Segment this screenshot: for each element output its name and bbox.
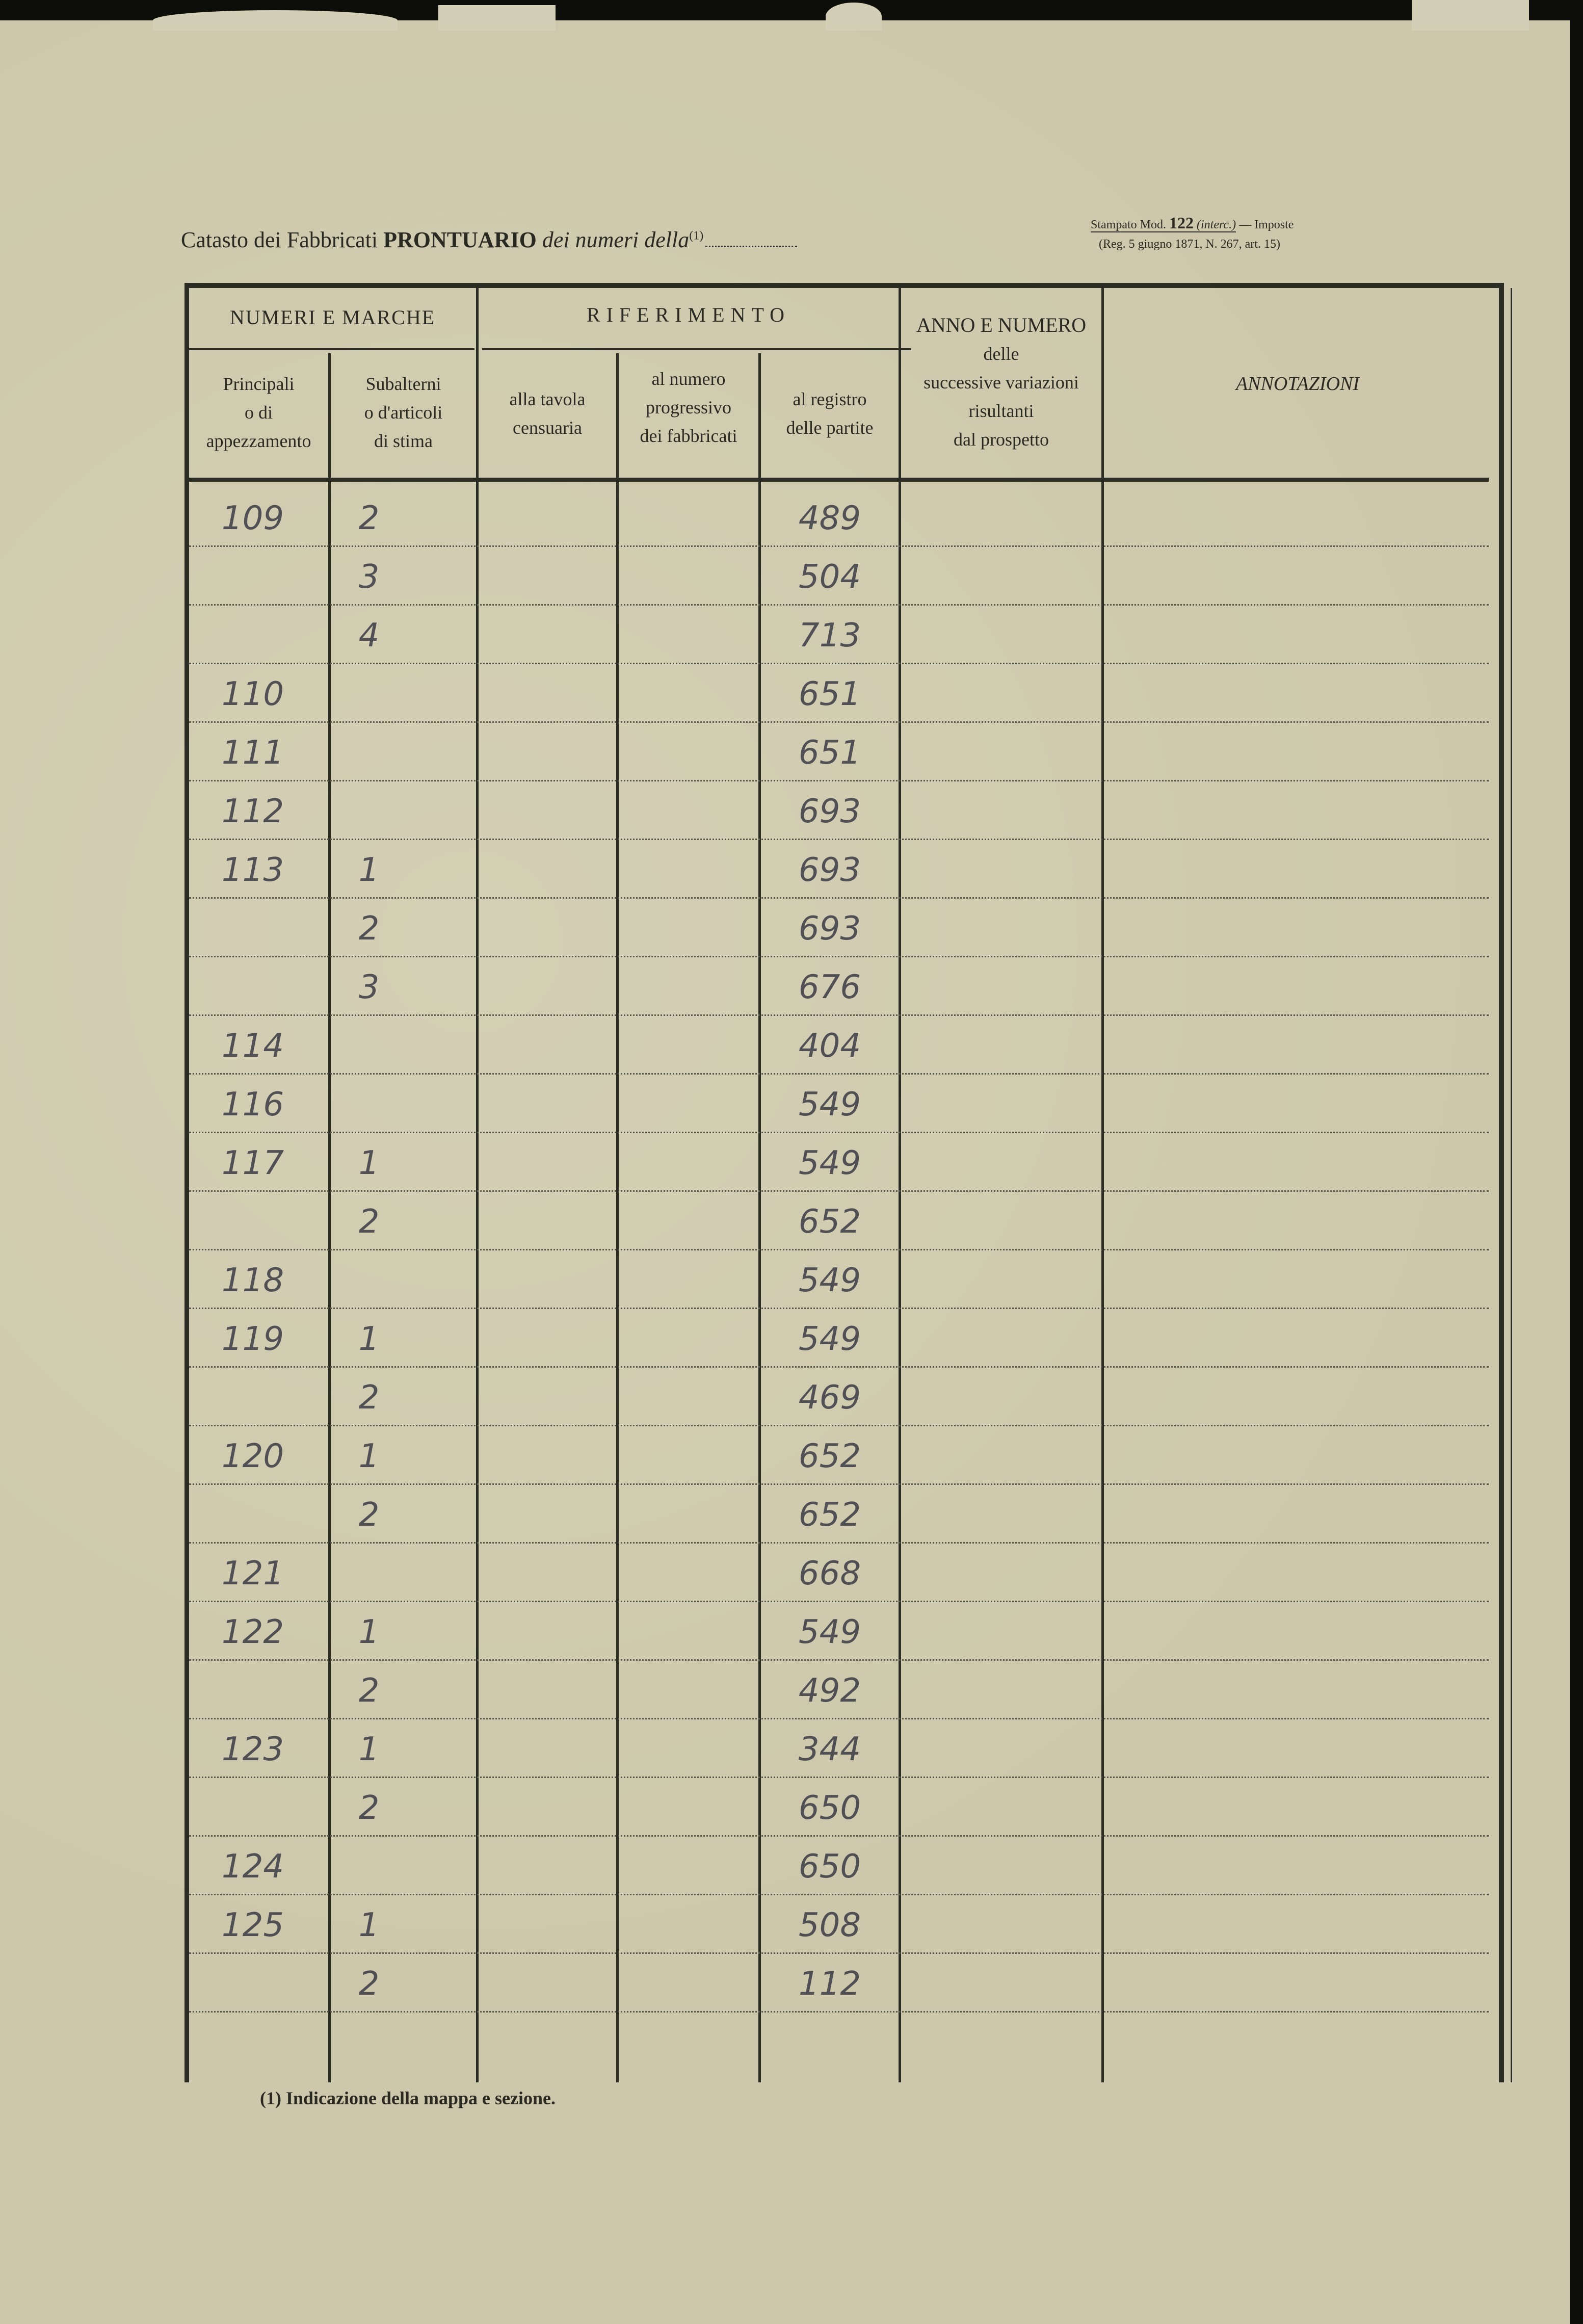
header-annotazioni: ANNOTAZIONI [1235,373,1360,395]
cell-subalterno: 2 [358,1496,380,1534]
header-line: dal prospetto [954,429,1049,450]
row-rule [189,1366,1489,1368]
cell-partita: 650 [798,1848,861,1886]
cell-principale: 118 [221,1262,284,1299]
header-subalterni [331,370,476,455]
cell-partita: 489 [798,500,861,537]
column-divider [616,353,619,2082]
cell-principale: 112 [221,793,284,830]
header-line: risultanti [968,401,1034,421]
header-anno-e-numero [901,311,1101,454]
row-rule [189,780,1489,781]
row-rule [189,663,1489,664]
cell-principale: 124 [221,1848,284,1886]
cell-subalterno: 2 [358,1203,380,1241]
cell-partita: 492 [798,1672,861,1710]
interc-label: (interc.) [1197,218,1236,231]
cell-partita: 652 [798,1203,861,1241]
header-line: o di [244,402,273,423]
header-numero-progressivo [619,364,758,450]
cell-partita: 676 [798,969,861,1006]
cell-subalterno: 1 [358,1438,380,1475]
cell-partita: 469 [798,1379,861,1417]
cell-partita: 112 [798,1965,861,2003]
row-rule [189,956,1489,957]
row-rule [189,1249,1489,1250]
row-rule [189,1718,1489,1719]
cell-partita: 651 [798,734,861,772]
cell-principale: 121 [221,1555,284,1592]
title-prontuario: PRONTUARIO [383,227,537,252]
row-rule [189,2011,1489,2013]
cell-subalterno: 2 [358,1379,380,1417]
column-divider [1101,288,1104,2082]
header-line: progressivo [646,397,731,417]
cell-principale: 110 [221,675,284,713]
cell-partita: 404 [798,1027,861,1065]
cell-partita: 549 [798,1320,861,1358]
header-riferimento: RIFERIMENTO [586,303,791,326]
header-rule [189,348,474,350]
cell-partita: 652 [798,1496,861,1534]
header-line: censuaria [513,417,582,438]
cell-partita: 668 [798,1555,861,1592]
cell-subalterno: 2 [358,1672,380,1710]
header-line: delle partite [786,417,874,438]
cell-partita: 650 [798,1789,861,1827]
cell-subalterno: 2 [358,1965,380,2003]
row-rule [189,1483,1489,1485]
mod-number: 122 [1169,214,1194,232]
header-bottom-rule [189,478,1489,482]
cell-subalterno: 2 [358,1789,380,1827]
header-line: al numero [651,369,726,389]
header-rule [482,348,911,350]
regulation-reference: (Reg. 5 giugno 1871, N. 267, art. 15) [1099,238,1280,251]
torn-edge [826,3,882,31]
column-divider [899,288,901,2082]
cell-principale: 123 [221,1731,284,1768]
cell-partita: 344 [798,1731,861,1768]
row-rule [189,1308,1489,1309]
cell-subalterno: 4 [358,617,380,655]
title-dei-numeri: dei numeri della [542,227,690,252]
ledger-table [184,283,1504,2082]
form-reference [1091,213,1294,254]
cell-subalterno: 1 [358,1144,380,1182]
row-rule [189,545,1489,547]
cell-principale: 113 [221,851,284,889]
cell-principale: 122 [221,1613,284,1651]
header-line: Subalterni [365,374,441,394]
cell-subalterno: 1 [358,851,380,889]
cell-principale: 111 [221,734,284,772]
cell-principale: 120 [221,1438,284,1475]
footnote-marker: (1) [689,229,704,243]
torn-edge [438,5,556,31]
footnote: (1) Indicazione della mappa e sezione. [260,2088,556,2108]
row-rule [189,721,1489,723]
row-rule [189,1952,1489,1954]
row-rule [189,1132,1489,1133]
row-rule [189,1542,1489,1544]
cell-subalterno: 1 [358,1320,380,1358]
header-line: di stima [374,431,433,451]
header-line: al registro [793,389,867,409]
cell-principale: 117 [221,1144,284,1182]
cell-partita: 693 [798,851,861,889]
row-rule [189,1425,1489,1426]
header-principali [189,370,328,455]
row-rule [189,897,1489,899]
row-rule [189,1601,1489,1602]
header-numeri-e-marche: NUMERI E MARCHE [229,306,436,329]
cell-partita: 651 [798,675,861,713]
torn-edge [1412,0,1529,31]
row-rule [189,1190,1489,1192]
cell-partita: 504 [798,558,861,596]
cell-partita: 549 [798,1613,861,1651]
form-title [181,227,797,253]
cell-principale: 109 [221,500,284,537]
cell-subalterno: 1 [358,1613,380,1651]
header-tavola-censuaria [479,385,616,442]
header-line: o d'articoli [364,402,443,423]
cell-subalterno: 2 [358,500,380,537]
imposte-label: — Imposte [1239,218,1294,231]
cell-subalterno: 2 [358,910,380,948]
cell-partita: 549 [798,1144,861,1182]
fill-in-line [705,246,797,247]
cell-subalterno: 3 [358,558,380,596]
cell-subalterno: 3 [358,969,380,1006]
cell-principale: 119 [221,1320,284,1358]
row-rule [189,1835,1489,1837]
header-registro-partite [761,385,899,442]
header-line: successive variazioni [924,372,1079,393]
cell-partita: 713 [798,617,861,655]
cell-principale: 114 [221,1027,284,1065]
stampato-label: Stampato Mod. [1091,218,1166,231]
cell-partita: 549 [798,1262,861,1299]
row-rule [189,839,1489,840]
row-rule [189,1777,1489,1778]
row-rule [189,1659,1489,1661]
cell-partita: 693 [798,793,861,830]
cell-partita: 693 [798,910,861,948]
row-rule [189,1894,1489,1895]
cell-subalterno: 1 [358,1731,380,1768]
header-line: Principali [223,374,295,394]
column-divider [476,288,479,2082]
cell-partita: 549 [798,1086,861,1124]
row-rule [189,1014,1489,1016]
cell-partita: 652 [798,1438,861,1475]
header-line: delle [983,344,1019,364]
cell-partita: 508 [798,1907,861,1944]
header-line: appezzamento [206,431,311,451]
torn-edge [153,10,398,31]
title-catasto: Catasto dei Fabbricati [181,227,378,252]
cell-principale: 116 [221,1086,284,1124]
header-line: alla tavola [509,389,586,409]
cell-subalterno: 1 [358,1907,380,1944]
cell-principale: 125 [221,1907,284,1944]
row-rule [189,604,1489,606]
header-line: dei fabbricati [640,426,737,446]
row-rule [189,1073,1489,1075]
header-line: ANNO E NUMERO [916,314,1087,336]
